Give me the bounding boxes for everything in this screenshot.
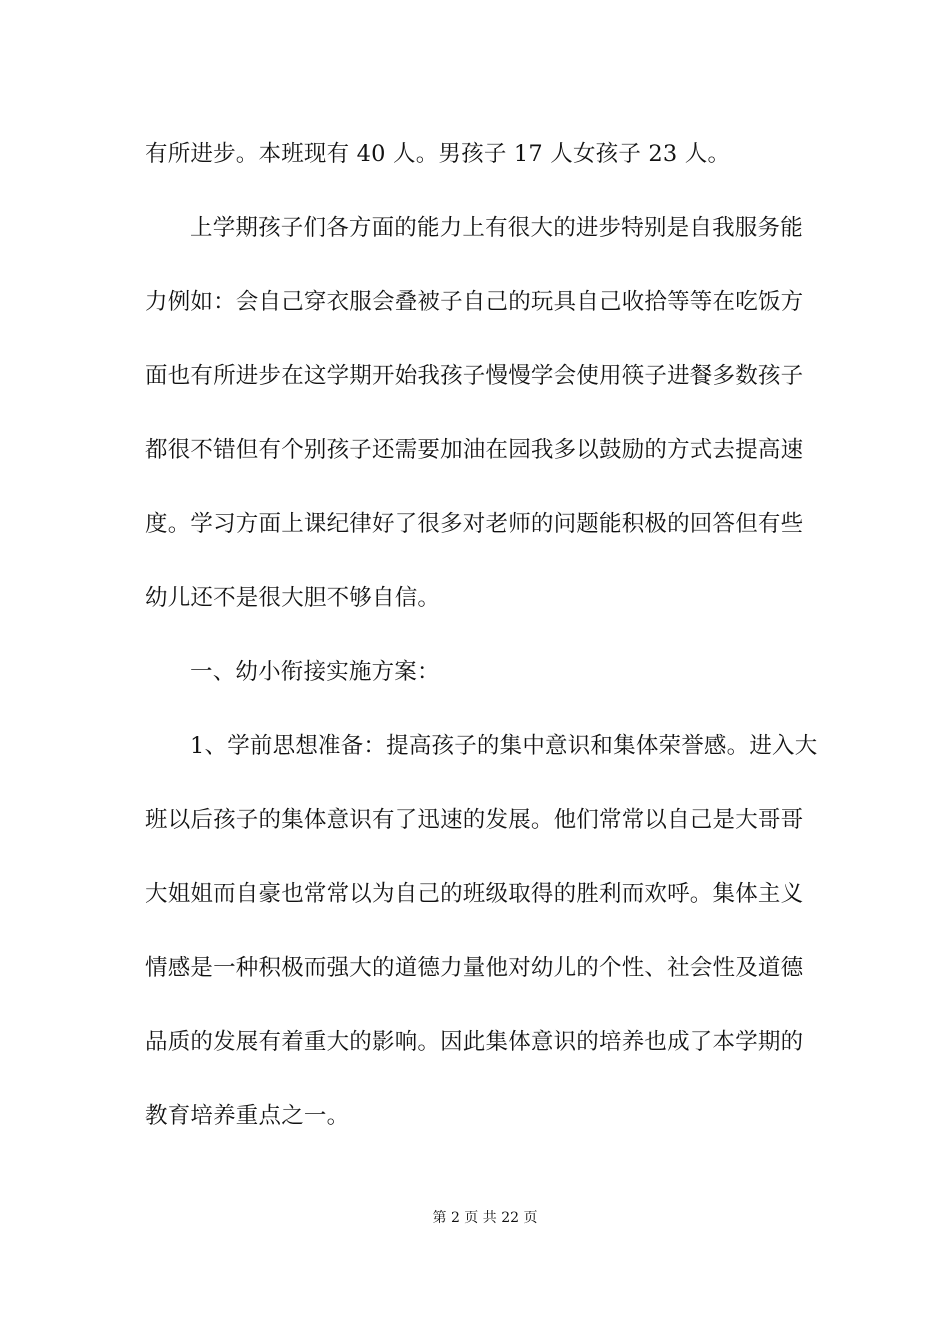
text-line: 教育培养重点之一。 bbox=[145, 1103, 350, 1129]
text-line: 力例如：会自己穿衣服会叠被子自己的玩具自己收拾等等在吃饭方 bbox=[145, 289, 804, 315]
paragraph-first-line: 上学期孩子们各方面的能力上有很大的进步特别是自我服务能 bbox=[190, 215, 803, 241]
page-number-footer: 第 2 页 共 22 页 bbox=[432, 1210, 538, 1226]
text-line: 度。学习方面上课纪律好了很多对老师的问题能积极的回答但有些 bbox=[145, 511, 804, 537]
paragraph-first-line: 1、学前思想准备：提高孩子的集中意识和集体荣誉感。进入大 bbox=[190, 733, 818, 759]
text-line: 都很不错但有个别孩子还需要加油在园我多以鼓励的方式去提高速 bbox=[145, 437, 804, 463]
text-line: 情感是一种积极而强大的道德力量他对幼儿的个性、社会性及道德 bbox=[145, 955, 804, 981]
text-line: 有所进步。本班现有 40 人。男孩子 17 人女孩子 23 人。 bbox=[145, 141, 731, 167]
text-line: 面也有所进步在这学期开始我孩子慢慢学会使用筷子进餐多数孩子 bbox=[145, 363, 804, 389]
text-line: 大姐姐而自豪也常常以为自己的班级取得的胜利而欢呼。集体主义 bbox=[145, 881, 804, 907]
section-heading: 一、幼小衔接实施方案： bbox=[190, 659, 440, 685]
text-line: 幼儿还不是很大胆不够自信。 bbox=[145, 585, 441, 611]
text-line: 班以后孩子的集体意识有了迅速的发展。他们常常以自己是大哥哥 bbox=[145, 807, 804, 833]
text-line: 品质的发展有着重大的影响。因此集体意识的培养也成了本学期的 bbox=[145, 1029, 804, 1055]
